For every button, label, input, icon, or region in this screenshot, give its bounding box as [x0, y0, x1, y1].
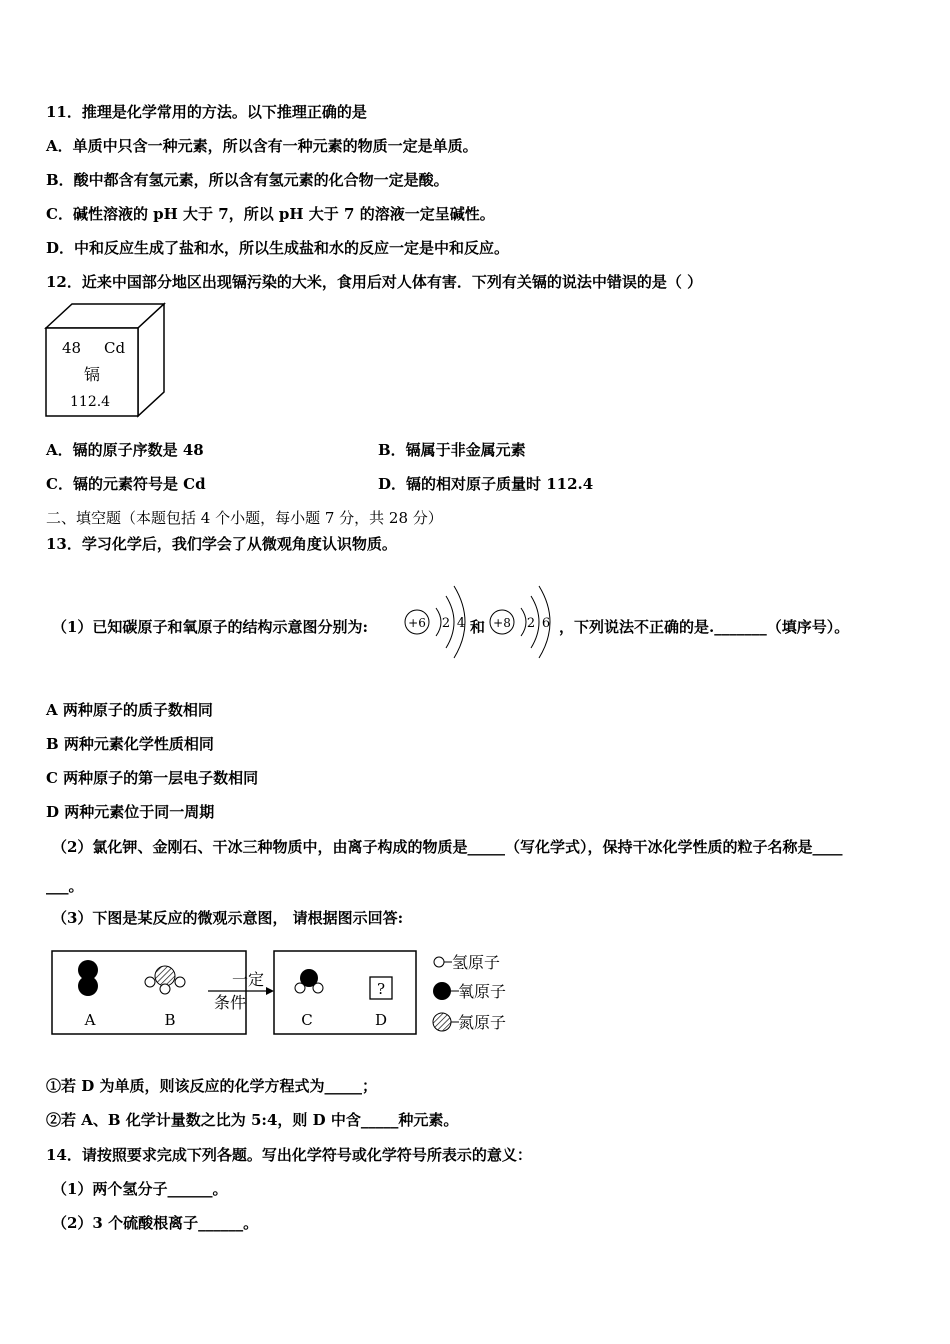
q13-part3-sub1: ①若 D 为单质，则该反应的化学方程式为_____； — [46, 1077, 377, 1095]
q12-option-b: B．镉属于非金属元素 — [378, 441, 526, 459]
label-a: A — [84, 1011, 96, 1029]
q13-part1-option-a: A 两种原子的质子数相同 — [46, 701, 213, 719]
label-d: D — [374, 1011, 388, 1029]
oxygen-nucleus-charge: +8 — [493, 616, 511, 630]
element-name: 镉 — [84, 365, 101, 384]
products-box — [274, 951, 416, 1034]
section-2-title: 二、填空题（本题包括 4 个小题，每小题 7 分，共 28 分） — [46, 509, 443, 527]
oxygen-atom-structure-diagram — [487, 582, 563, 662]
q13-part1-prefix: （1）已知碳原子和氧原子的结构示意图分别为: — [52, 618, 368, 636]
legend-oxygen: 氧原子 — [458, 982, 507, 1001]
oxygen-shell1-electrons: 2 — [526, 616, 536, 631]
q14-sub2: （2）3 个硫酸根离子______。 — [52, 1214, 259, 1232]
carbon-shell1-electrons: 2 — [441, 616, 451, 631]
q13-part1-option-b: B 两种元素化学性质相同 — [46, 735, 214, 753]
q13-part3-stem: （3）下图是某反应的微观示意图， 请根据图示回答: — [52, 909, 404, 927]
carbon-atom-structure-diagram — [402, 582, 478, 662]
q11-option-a: A．单质中只含一种元素，所以含有一种元素的物质一定是单质。 — [46, 137, 478, 155]
molecule-c — [295, 969, 323, 993]
legend — [433, 953, 506, 1032]
q13-part2-line2: ___。 — [46, 877, 84, 895]
q11-option-c: C．碱性溶液的 pH 大于 7，所以 pH 大于 7 的溶液一定呈碱性。 — [46, 205, 495, 223]
q11-option-b: B．酸中都含有氢元素，所以含有氢元素的化合物一定是酸。 — [46, 171, 449, 189]
q13-part1-option-c: C 两种原子的第一层电子数相同 — [46, 769, 259, 787]
element-atomic-mass: 112.4 — [70, 394, 111, 410]
q12-option-a: A．镉的原子序数是 48 — [46, 441, 204, 459]
condition-bottom: 条件 — [214, 993, 247, 1012]
q13-part2-line1: （2）氯化钾、金刚石、干冰三种物质中，由离子构成的物质是_____（写化学式），保持干冰化学性质的粒子名称是____ — [52, 838, 843, 856]
cadmium-element-card — [44, 302, 168, 420]
label-c: C — [301, 1011, 313, 1029]
q12-option-d: D．镉的相对原子质量时 112.4 — [378, 475, 594, 493]
reaction-microscopic-diagram — [48, 944, 538, 1038]
condition-top: 一定 — [232, 970, 265, 989]
molecule-b — [145, 966, 185, 994]
q13-part3-sub2: ②若 A、B 化学计量数之比为 5:4，则 D 中含_____种元素。 — [46, 1111, 459, 1129]
legend-nitrogen: 氮原子 — [458, 1013, 507, 1032]
q13-part1-option-d: D 两种元素位于同一周期 — [46, 803, 215, 821]
q14-stem: 14．请按照要求完成下列各题。写出化学符号或化学符号所表示的意义： — [46, 1146, 532, 1164]
q11-stem: 11．推理是化学常用的方法。以下推理正确的是 — [46, 103, 367, 121]
element-symbol: Cd — [104, 339, 126, 357]
oxygen-shell2-electrons: 6 — [541, 616, 551, 631]
molecule-a — [78, 960, 98, 996]
question-mark: ? — [376, 980, 386, 998]
q13-part1-connector: 和 — [470, 618, 486, 636]
q12-stem: 12．近来中国部分地区出现镉污染的大米，食用后对人体有害．下列有关镉的说法中错误的是（ ） — [46, 273, 703, 291]
q12-option-c: C．镉的元素符号是 Cd — [46, 475, 206, 493]
q13-part1-suffix: ，下列说法不正确的是._______（填序号）。 — [559, 618, 850, 636]
q14-sub1: （1）两个氢分子______。 — [52, 1180, 228, 1198]
legend-hydrogen: 氢原子 — [452, 953, 501, 972]
q11-option-d: D．中和反应生成了盐和水，所以生成盐和水的反应一定是中和反应。 — [46, 239, 510, 257]
carbon-nucleus-charge: +6 — [408, 616, 426, 630]
q13-stem: 13．学习化学后，我们学会了从微观角度认识物质。 — [46, 535, 397, 553]
element-atomic-number: 48 — [62, 339, 82, 357]
label-b: B — [164, 1011, 176, 1029]
carbon-shell2-electrons: 4 — [456, 616, 466, 631]
